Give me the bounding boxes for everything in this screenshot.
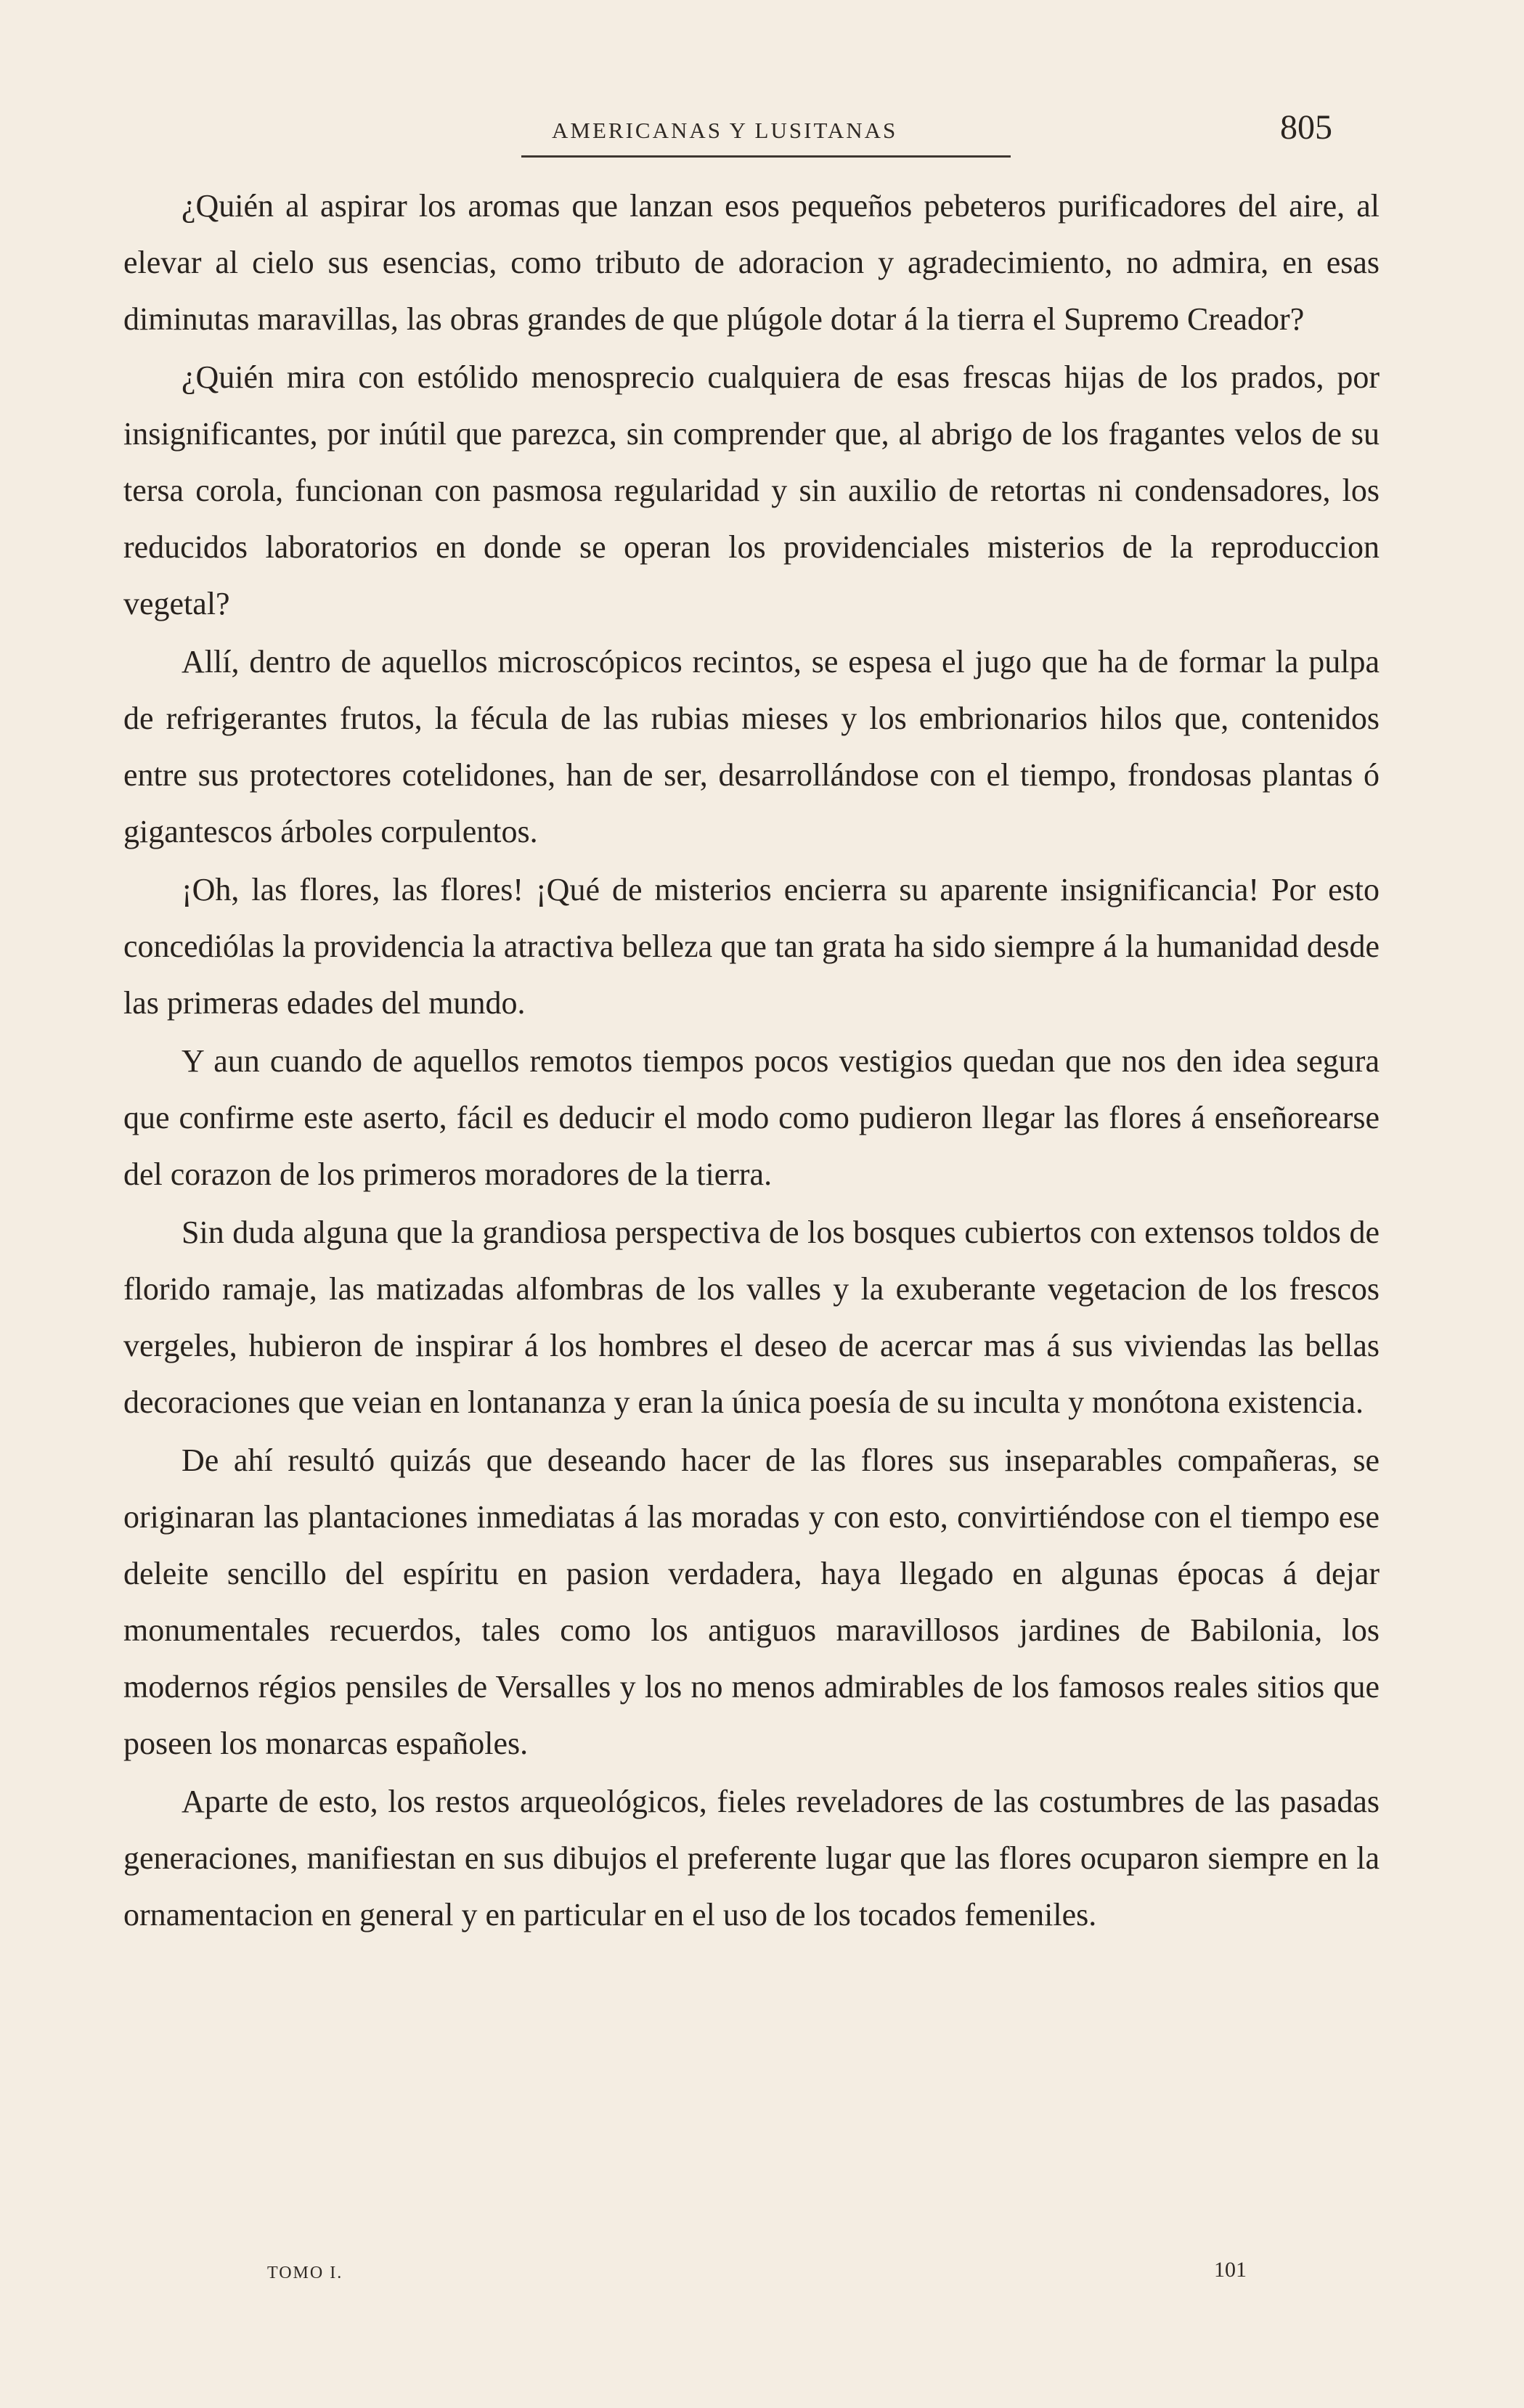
- page-footer: [0, 2250, 1524, 2294]
- page-number: 805: [1280, 108, 1332, 147]
- paragraph: Aparte de esto, los restos arqueológicos, fieles reveladores de las costumbres de las pasadas generaciones, manifiestan en sus dibujos el preferente lugar que las flores ocuparon siempre en la ornamentacion en general y en particular en el uso de los tocados femeniles.: [123, 1784, 1380, 1932]
- paragraph: Y aun cuando de aquellos remotos tiempos pocos vestigios quedan que nos den idea segura que confirme este aserto, fácil es deducir el modo como pudieron llegar las flores á enseñorearse del corazon de los primeros moradores de la tierra.: [123, 1043, 1380, 1192]
- page-header: [0, 109, 1524, 160]
- volume-signature: TOMO I.: [267, 2264, 343, 2282]
- paragraph: ¡Oh, las flores, las flores! ¡Qué de misterios encierra su aparente insignificancia! Por esto concediólas la providencia la atractiva belleza que tan grata ha sido siempre á la humanidad desde las primeras edades del mundo.: [123, 872, 1380, 1021]
- paragraph: De ahí resultó quizás que deseando hacer de las flores sus inseparables compañeras, se originaran las plantaciones inmediatas á las moradas y con esto, convirtiéndose con el tiempo ese deleite sencillo del espíritu en pasion verdadera, haya llegado en algunas épocas á dejar monumentales recuerdos, tales como los antiguos maravillosos jardines de Babilonia, los modernos régios pensiles de Versalles y los no menos admirables de los famosos reales sitios que poseen los monarcas españoles.: [123, 1442, 1380, 1761]
- paragraph: Sin duda alguna que la grandiosa perspectiva de los bosques cubiertos con extensos toldos de florido ramaje, las matizadas alfombras de los valles y la exuberante vegetacion de los frescos vergeles, hubieron de inspirar á los hombres el deseo de acercar mas á sus viviendas las bellas decoraciones que veian en lontananza y eran la única poesía de su inculta y monótona existencia.: [123, 1215, 1380, 1420]
- paragraph: ¿Quién mira con estólido menosprecio cualquiera de esas frescas hijas de los prados, por insignificantes, por inútil que parezca, sin comprender que, al abrigo de los fragantes velos de su tersa corola, funcionan con pasmosa regularidad y sin auxilio de retortas ni condensadores, los reducidos laboratorios en donde se operan los providenciales misterios de la reproduccion vegetal?: [123, 359, 1380, 621]
- body-text: [123, 178, 1380, 2254]
- sheet-signature: 101: [1214, 2258, 1247, 2282]
- paragraph: ¿Quién al aspirar los aromas que lanzan esos pequeños pebeteros purificadores del aire, al elevar al cielo sus esencias, como tributo de adoracion y agradecimiento, no admira, en esas diminutas maravillas, las obras grandes de que plúgole dotar á la tierra el Supremo Creador?: [123, 188, 1380, 337]
- running-head: AMERICANAS Y LUSITANAS: [552, 118, 898, 143]
- header-rule: [521, 155, 1011, 158]
- paragraph: Allí, dentro de aquellos microscópicos recintos, se espesa el jugo que ha de formar la pulpa de refrigerantes frutos, la fécula de las rubias mieses y los embrionarios hilos que, contenidos entre sus protectores cotelidones, han de ser, desarrollándose con el tiempo, frondosas plantas ó gigantescos árboles corpulentos.: [123, 644, 1380, 849]
